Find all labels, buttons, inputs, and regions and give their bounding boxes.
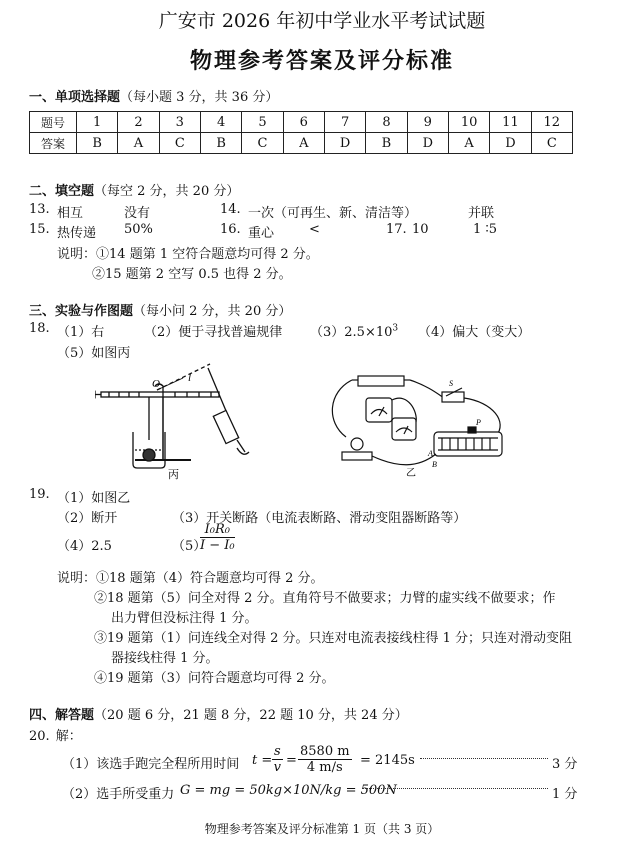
table-cell: 2	[118, 112, 159, 133]
table-cell: C	[242, 133, 283, 154]
q19-number: 19.	[29, 487, 50, 502]
section-3-note-2b: 出力臂但没标注得 1 分。	[111, 611, 258, 626]
q13-answer-1: 相互	[57, 206, 84, 221]
table-cell: B	[200, 133, 241, 154]
table-row-label: 题号	[30, 112, 77, 133]
section-2-note-1	[57, 243, 319, 262]
section-3-note-4: ④19 题第（3）问符合题意均可得 2 分。	[94, 671, 335, 686]
ammeter	[392, 418, 416, 440]
table-row-numbers	[30, 112, 573, 133]
q18-part-4: （4）偏大（变大）	[418, 325, 531, 340]
q20-solve: 解：	[55, 729, 82, 744]
section-2-title: 二、填空题	[29, 184, 95, 199]
battery	[358, 376, 404, 386]
dot-leader	[420, 758, 548, 759]
table-cell: B	[77, 133, 118, 154]
q20-number: 20.	[29, 729, 50, 744]
q20-heading	[29, 725, 82, 744]
table-cell: A	[448, 133, 489, 154]
table-cell: 6	[283, 112, 324, 133]
page-footer: 物理参考答案及评分标准第 1 页（共 3 页）	[204, 822, 440, 836]
fraction-denominator: I − I₀	[200, 538, 235, 553]
spring-scale	[213, 410, 238, 443]
q14-number: 14.	[220, 202, 241, 217]
q19-fraction	[200, 522, 235, 553]
table-cell: 1	[77, 112, 118, 133]
q18-part-3-exponent: 3	[392, 323, 399, 334]
table-cell: D	[324, 133, 365, 154]
section-3-note-1	[57, 567, 324, 586]
section-2-note: （每空 2 分，共 20 分）	[94, 184, 240, 199]
table-cell: 5	[242, 112, 283, 133]
section-4-note: （20 题 6 分，21 题 8 分，22 题 10 分，共 24 分）	[94, 708, 408, 723]
section-3-title: 三、实验与作图题	[29, 304, 134, 319]
wire-left	[332, 380, 352, 437]
q18-number: 18.	[29, 321, 50, 336]
note-text: ①18 题第（4）符合题意均可得 2 分。	[96, 571, 324, 586]
wire-top	[410, 380, 444, 398]
table-row-answers	[30, 133, 573, 154]
q15-number: 15.	[29, 222, 50, 237]
section-4-title: 四、解答题	[29, 708, 95, 723]
q17-answer-1: 10	[412, 222, 429, 237]
table-row-label: 答案	[30, 133, 77, 154]
section-4-heading	[29, 704, 408, 723]
fraction-numerator: 8580 m	[300, 744, 350, 759]
table-cell: B	[366, 133, 407, 154]
q19-part-1: （1）如图乙	[57, 491, 131, 506]
fraction-denominator: v	[273, 760, 282, 775]
switch-base	[442, 392, 464, 402]
table-cell: A	[118, 133, 159, 154]
section-3-note-3a: ③19 题第（1）问连线全对得 2 分。只连对电流表接线柱得 1 分；只连对滑动变阻	[94, 631, 573, 646]
table-cell: C	[531, 133, 572, 154]
table-cell: 3	[159, 112, 200, 133]
q19-part-4: （4）2.5	[57, 539, 112, 554]
section-2-heading	[29, 180, 239, 199]
q18-part-3-text: （3）2.5×10	[310, 325, 393, 340]
q19-part-3: （3）开关断路（电流表断路、滑动变阻器断路等）	[172, 511, 467, 526]
figure-lever	[95, 360, 270, 482]
q20-fraction-values	[298, 744, 352, 775]
section-1-note: （每小题 3 分，共 36 分）	[120, 90, 279, 105]
q20-line-1-eq: =	[286, 753, 297, 768]
q20-line-2-eq: G = mg = 50kg×10N/kg = 500N	[180, 783, 397, 798]
label-l: l	[188, 372, 192, 384]
table-cell: 10	[448, 112, 489, 133]
fraction-numerator: s	[274, 744, 281, 759]
document-title: 广安市 2026 年初中学业水平考试试题	[158, 10, 486, 32]
q20-line-2-score: 1 分	[552, 787, 578, 802]
wire-bottom	[372, 454, 436, 465]
fraction-denominator: 4 m/s	[306, 760, 343, 775]
lamp-base	[342, 452, 372, 460]
section-3-note-2a: ②18 题第（5）问全对得 2 分。直角符号不做要求；力臂的虚实线不做要求；作	[94, 591, 556, 606]
table-cell: 4	[200, 112, 241, 133]
table-cell: A	[283, 133, 324, 154]
q15-answer-2: 50%	[124, 222, 153, 237]
table-cell: D	[407, 133, 448, 154]
q16-answer-2: <	[309, 222, 320, 237]
note-label: 说明：	[57, 571, 97, 586]
q18-part-1: （1）右	[57, 325, 105, 340]
submerged-object	[143, 449, 155, 461]
q20-line-2-text: （2）选手所受重力	[62, 787, 175, 802]
note-label: 说明：	[57, 247, 97, 262]
section-2-note-2: ②15 题第 2 空写 0.5 也得 2 分。	[92, 267, 292, 282]
q20-line-1-t: t =	[252, 753, 273, 768]
section-1-heading	[29, 86, 278, 105]
q17-number: 17.	[386, 222, 407, 237]
q19-part-5: （5）	[172, 539, 207, 554]
q17-answer-2: 1 ∶5	[473, 222, 498, 237]
section-3-note: （每小问 2 分，共 20 分）	[133, 304, 292, 319]
figure-caption-bing: 丙	[168, 468, 179, 481]
q18-part-3	[310, 321, 398, 340]
table-cell: 11	[490, 112, 531, 133]
q14-answer-2: 并联	[468, 206, 495, 221]
table-cell: C	[159, 133, 200, 154]
lamp	[351, 438, 363, 450]
section-1-title: 一、单项选择题	[29, 90, 121, 105]
table-cell: 7	[324, 112, 365, 133]
q19-part-2: （2）断开	[57, 511, 118, 526]
section-3-heading	[29, 300, 291, 319]
note-text: ①14 题第 1 空符合题意均可得 2 分。	[96, 247, 319, 262]
q20-line-1-result: = 2145s	[360, 753, 415, 768]
table-cell: 9	[407, 112, 448, 133]
label-a: A	[428, 449, 433, 458]
label-b: B	[432, 460, 437, 469]
q13-number: 13.	[29, 202, 50, 217]
table-cell: D	[490, 133, 531, 154]
section-3-note-3b: 器接线柱得 1 分。	[111, 651, 219, 666]
q13-answer-2: 没有	[124, 206, 151, 221]
q16-answer-1: 重心	[248, 226, 275, 241]
figure-circuit	[318, 372, 518, 480]
q20-line-1-score: 3 分	[552, 757, 578, 772]
q20-fraction-sv	[272, 744, 283, 775]
table-cell: 8	[366, 112, 407, 133]
q18-part-2: （2）便于寻找普遍规律	[144, 325, 283, 340]
figure-caption-yi: 乙	[406, 468, 416, 479]
q14-answer-1: 一次（可再生、新、清洁等）	[248, 206, 418, 221]
rheostat	[434, 432, 502, 456]
document-subtitle: 物理参考答案及评分标准	[189, 48, 454, 74]
q18-part-5: （5）如图丙	[57, 346, 131, 361]
q16-number: 16.	[220, 222, 241, 237]
label-s: S	[449, 379, 453, 388]
answer-table	[29, 111, 573, 154]
q20-line-1-text: （1）该选手跑完全程所用时间	[62, 757, 240, 772]
label-p: P	[476, 418, 481, 427]
dot-leader	[362, 788, 548, 789]
q15-answer-1: 热传递	[57, 226, 97, 241]
fraction-numerator: I₀R₀	[200, 522, 235, 538]
label-o: O	[152, 378, 160, 390]
table-cell: 12	[531, 112, 572, 133]
